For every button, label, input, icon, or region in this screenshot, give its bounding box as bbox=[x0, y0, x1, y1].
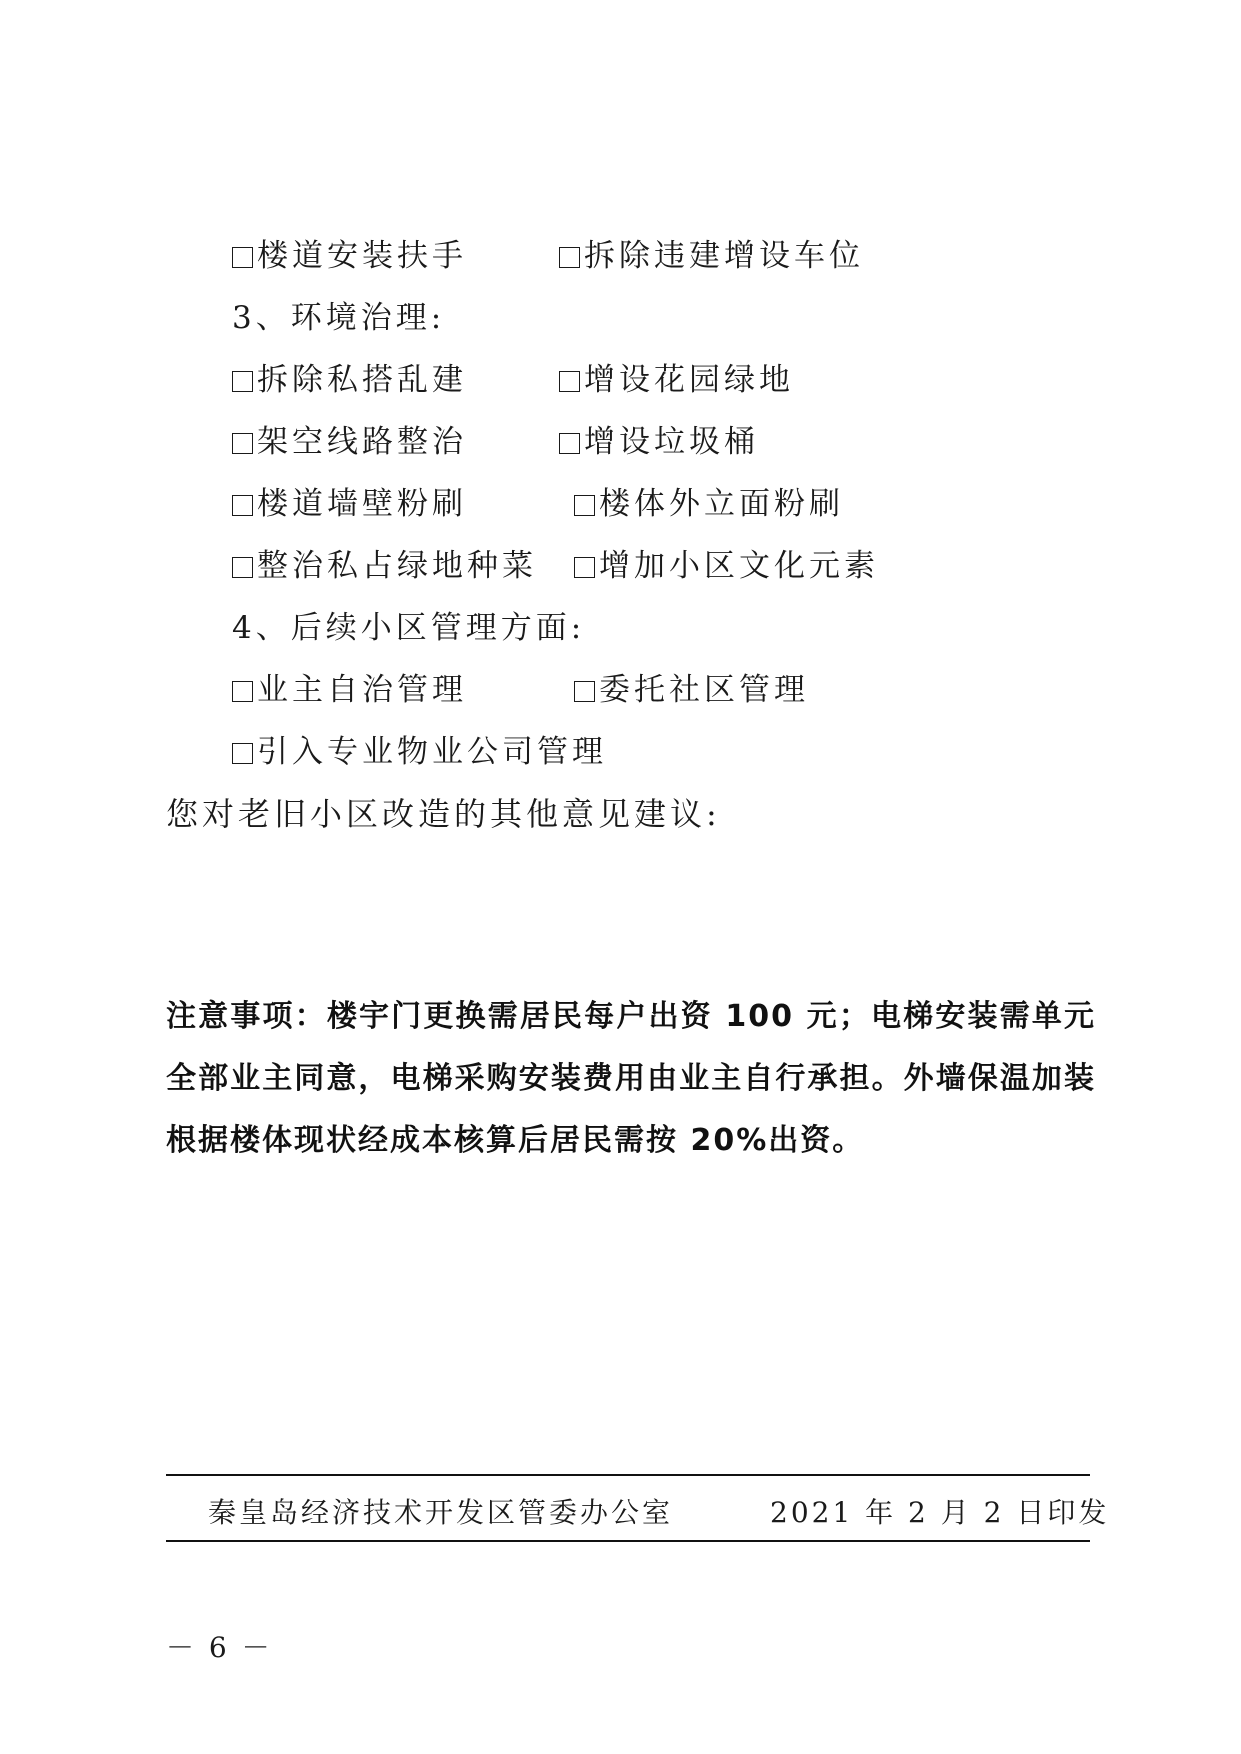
option-culture[interactable] bbox=[574, 548, 879, 584]
option-garden[interactable] bbox=[559, 362, 794, 398]
checkbox-parking[interactable] bbox=[559, 247, 580, 268]
option-label: 拆除私搭乱建 bbox=[257, 362, 467, 398]
checkbox-stairwell-paint[interactable] bbox=[232, 495, 253, 516]
option-label: 楼体外立面粉刷 bbox=[599, 486, 844, 522]
checkbox-culture[interactable] bbox=[574, 557, 595, 578]
checkbox-property-company[interactable] bbox=[232, 743, 253, 764]
option-row-6-right bbox=[574, 546, 879, 586]
option-green-land[interactable] bbox=[232, 548, 537, 584]
checkbox-trash-bins[interactable] bbox=[559, 433, 580, 454]
checkbox-handrail[interactable] bbox=[232, 247, 253, 268]
option-label: 业主自治管理 bbox=[257, 672, 467, 708]
notice-paragraph: 注意事项：楼宇门更换需居民每户出资 100 元；电梯安装需单元全部业主同意，电梯采购安装费用由业主自行承担。外墙保温加装根据楼体现状经成本核算后居民需按 20%出资。 bbox=[166, 999, 1096, 1158]
option-label: 增设垃圾桶 bbox=[584, 424, 759, 460]
option-label: 整治私占绿地种菜 bbox=[257, 548, 537, 584]
option-label: 楼道安装扶手 bbox=[257, 238, 467, 274]
section-heading-environment bbox=[232, 298, 445, 338]
footer-bottom-rule bbox=[166, 1540, 1090, 1542]
option-overhead-lines[interactable] bbox=[232, 424, 467, 460]
option-row-6 bbox=[232, 546, 537, 586]
option-row-4 bbox=[232, 422, 467, 462]
option-parking[interactable] bbox=[559, 238, 864, 274]
section-heading-management bbox=[232, 608, 585, 648]
option-label: 楼道墙壁粉刷 bbox=[257, 486, 467, 522]
option-owner-self[interactable] bbox=[232, 672, 467, 708]
checkbox-facade-paint[interactable] bbox=[574, 495, 595, 516]
heading-text: 3、环境治理: bbox=[232, 300, 446, 336]
option-row-9 bbox=[232, 732, 607, 772]
option-label: 架空线路整治 bbox=[257, 424, 467, 460]
option-row-8-right bbox=[574, 670, 809, 710]
option-row-1-right bbox=[559, 236, 864, 276]
option-facade-paint[interactable] bbox=[574, 486, 844, 522]
option-trash-bins[interactable] bbox=[559, 424, 759, 460]
option-label: 增加小区文化元素 bbox=[599, 548, 879, 584]
suggestions-text: 您对老旧小区改造的其他意见建议: bbox=[166, 795, 721, 833]
other-suggestions-label bbox=[166, 794, 721, 834]
footer-top-rule bbox=[166, 1474, 1090, 1476]
option-row-5-right bbox=[574, 484, 844, 524]
heading-text: 4、后续小区管理方面: bbox=[232, 610, 586, 646]
checkbox-owner-self[interactable] bbox=[232, 681, 253, 702]
checkbox-garden[interactable] bbox=[559, 371, 580, 392]
option-label: 增设花园绿地 bbox=[584, 362, 794, 398]
footer-issuer: 秦皇岛经济技术开发区管委办公室 bbox=[208, 1496, 674, 1529]
option-community[interactable] bbox=[574, 672, 809, 708]
page-number: － 6 － bbox=[166, 1631, 273, 1664]
checkbox-green-land[interactable] bbox=[232, 557, 253, 578]
footer-date: 2021 年 2 月 2 日印发 bbox=[770, 1496, 1110, 1529]
option-demolish-illegal[interactable] bbox=[232, 362, 467, 398]
checkbox-demolish-illegal[interactable] bbox=[232, 371, 253, 392]
option-row-3 bbox=[232, 360, 467, 400]
checkbox-community[interactable] bbox=[574, 681, 595, 702]
checkbox-overhead-lines[interactable] bbox=[232, 433, 253, 454]
option-label: 委托社区管理 bbox=[599, 672, 809, 708]
option-handrail[interactable] bbox=[232, 238, 467, 274]
option-property-company[interactable] bbox=[232, 734, 607, 770]
option-label: 引入专业物业公司管理 bbox=[257, 734, 607, 770]
option-row-4-right bbox=[559, 422, 759, 462]
option-label: 拆除违建增设车位 bbox=[584, 238, 864, 274]
option-row-3-right bbox=[559, 360, 794, 400]
option-row-5 bbox=[232, 484, 467, 524]
option-row-1 bbox=[232, 236, 467, 276]
option-stairwell-paint[interactable] bbox=[232, 486, 467, 522]
option-row-8 bbox=[232, 670, 467, 710]
